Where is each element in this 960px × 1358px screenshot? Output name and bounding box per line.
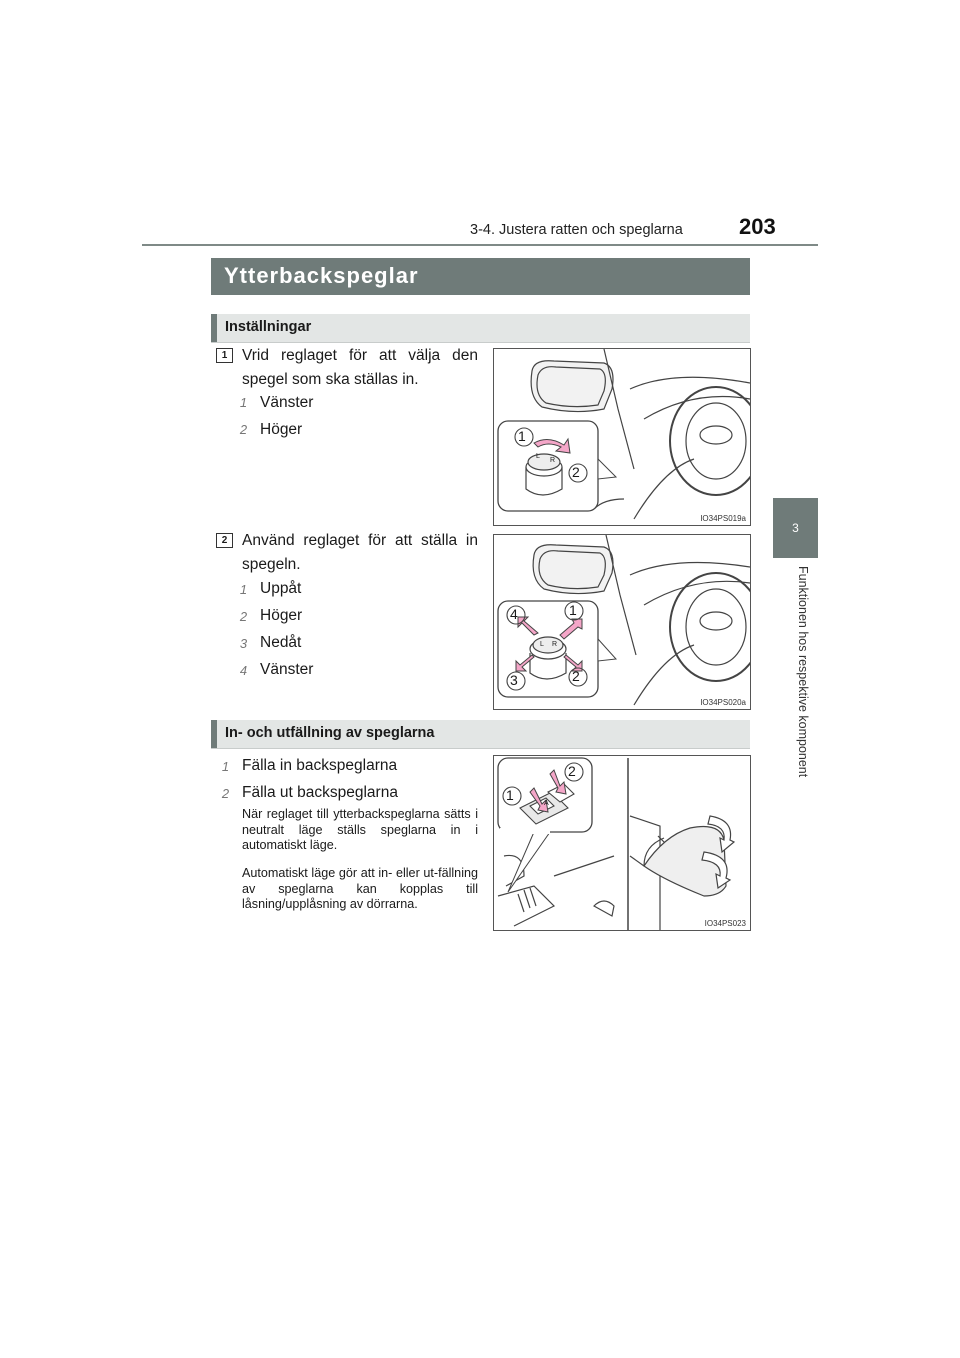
chapter-tab-text: Funktionen hos respektive komponent — [796, 566, 810, 778]
header-divider — [142, 244, 818, 246]
item-number: 1 — [239, 582, 248, 597]
step-marker-1: 1 — [216, 348, 233, 363]
step1-text: Vrid reglaget för att välja den spegel som ska ställas in. — [242, 347, 478, 388]
page-title-bar — [211, 258, 750, 295]
note-paragraph: När reglaget till ytterbackspeglarna sätts i neutralt läge ställs speglarna in i automatiskt läge. — [242, 807, 478, 852]
figure-mirror-adjust-drawing — [494, 535, 750, 709]
figure-code: IO34PS023 — [704, 919, 746, 928]
section-heading-text: In- och utfällning av speglarna — [225, 725, 435, 741]
figure-mirror-fold — [493, 755, 751, 931]
figure-callout: 2 — [572, 668, 580, 684]
chapter-tab: 3 — [773, 498, 818, 558]
figure-mirror-adjust — [493, 534, 751, 710]
switch-letter: L — [540, 641, 544, 648]
item-label: Uppåt — [260, 580, 302, 597]
figure-mirror-select — [493, 348, 751, 526]
section-heading-folding — [211, 720, 750, 749]
note-paragraph: Automatiskt läge gör att in- eller ut-fällning av speglarna kan kopplas till låsning/upplåsning av dörrarna. — [242, 866, 478, 911]
figure-mirror-fold-drawing — [494, 756, 750, 930]
switch-letter: R — [550, 457, 556, 464]
item-number: 2 — [239, 609, 248, 624]
figure-callout: 1 — [569, 602, 577, 618]
page-title: Ytterbackspeglar — [224, 263, 419, 288]
chapter-tab-text-wrap — [796, 566, 816, 826]
item-label: Fälla in backspeglarna — [242, 757, 398, 774]
item-label: Fälla ut backspeglarna — [242, 784, 398, 801]
switch-letter: L — [536, 453, 540, 460]
step-marker-2: 2 — [216, 533, 233, 548]
item-number: 2 — [239, 422, 248, 437]
step2-text: Använd reglaget för att ställa in spegeln. — [242, 532, 478, 573]
section-heading-settings — [211, 314, 750, 343]
item-number: 1 — [239, 395, 248, 410]
figure-callout: 1 — [506, 787, 514, 803]
switch-letter: A — [544, 800, 549, 807]
item-label: Vänster — [260, 661, 314, 678]
item-label: Höger — [260, 421, 303, 438]
item-label: Nedåt — [260, 634, 302, 651]
section-heading-mark — [211, 720, 217, 748]
switch-letter: R — [552, 641, 558, 648]
item-number: 3 — [239, 636, 248, 651]
figure-callout: 3 — [510, 672, 518, 688]
figure-callout: 2 — [568, 763, 576, 779]
item-label: Vänster — [260, 394, 314, 411]
figure-callout: 2 — [572, 464, 580, 480]
header-section-title: 3-4. Justera ratten och speglarna — [470, 222, 683, 238]
figure-callout: 4 — [510, 606, 518, 622]
figure-code: IO34PS020a — [700, 698, 746, 707]
item-number: 1 — [221, 759, 230, 774]
item-label: Höger — [260, 607, 303, 624]
item-number: 4 — [239, 663, 248, 678]
section-heading-text: Inställningar — [225, 319, 312, 335]
figure-mirror-select-drawing — [494, 349, 750, 525]
figure-code: IO34PS019a — [700, 514, 746, 523]
section-heading-mark — [211, 314, 217, 342]
item-number: 2 — [221, 786, 230, 801]
figure-callout: 1 — [518, 428, 526, 444]
page-number: 203 — [739, 214, 776, 239]
